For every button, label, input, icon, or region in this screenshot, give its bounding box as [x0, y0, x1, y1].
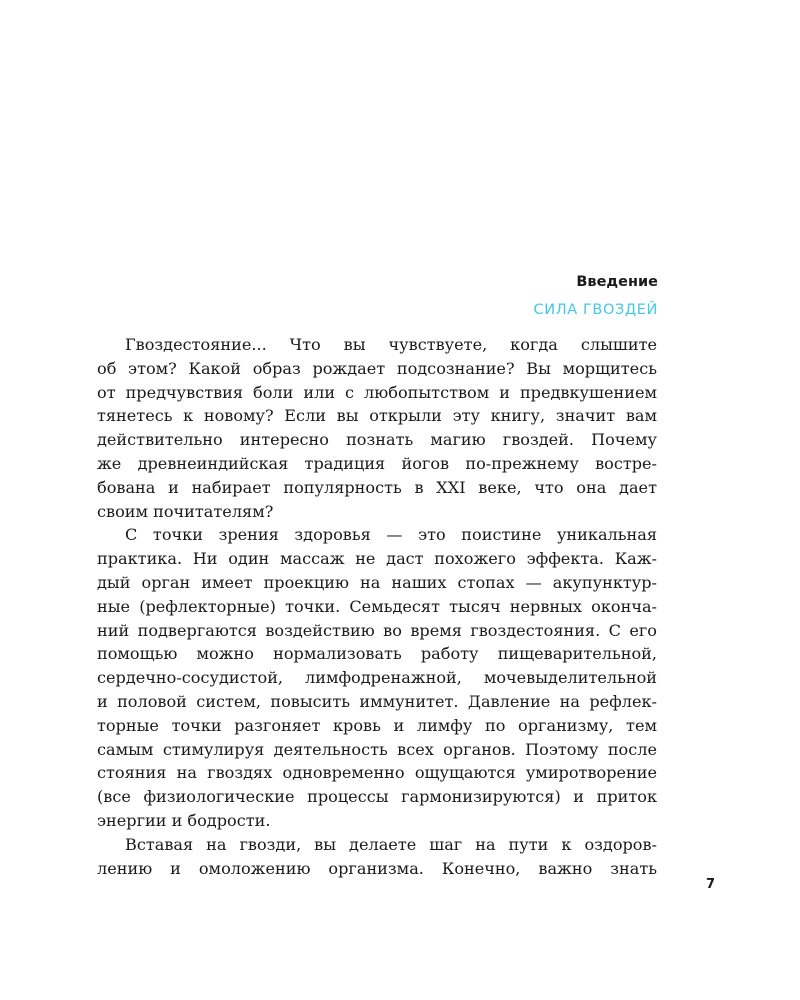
page-number: 7	[706, 877, 716, 892]
text-line: и половой систем, повысить иммунитет. Давление на рефлек-	[97, 691, 657, 711]
text-line: самым стимулируя деятельность всех органов. Поэтому после	[97, 739, 657, 759]
text-line: бована и набирает популярность в XXI веке, что она дает	[97, 477, 657, 497]
text-line: дый орган имеет проекцию на наших стопах — акупунктур-	[97, 572, 657, 592]
text-line: практика. Ни один массаж не даст похожего эффекта. Каж-	[97, 549, 657, 569]
text-line: своим почитателям?	[97, 501, 274, 521]
chapter-title: СИЛА ГВОЗДЕЙ	[533, 302, 658, 318]
text-line: сердечно-сосудистой, лимфодренажной, мочевыделительной	[97, 668, 657, 688]
text-line: (все физиологические процессы гармонизируются) и приток	[97, 787, 657, 807]
text-line: ные (рефлекторные) точки. Семьдесят тысяч нервных оконча-	[97, 596, 657, 616]
text-line: об этом? Какой образ рождает подсознание? Вы морщитесь	[97, 358, 657, 378]
body-text	[97, 333, 657, 880]
text-line: тянетесь к новому? Если вы открыли эту книгу, значит вам	[97, 406, 657, 426]
text-line: стояния на гвоздях одновременно ощущаются умиротворение	[97, 763, 657, 783]
text-line: же древнеиндийская традиция йогов по-прежнему востре-	[97, 453, 657, 473]
chapter-label: Введение	[576, 274, 658, 290]
text-line: энергии и бодрости.	[97, 810, 271, 830]
text-line: С точки зрения здоровья — это поистине уникальная	[125, 525, 657, 545]
text-line: от предчувствия боли или с любопытством и предвкушением	[97, 382, 657, 402]
text-line: Гвоздестояние... Что вы чувствуете, когда слышите	[125, 335, 657, 354]
text-line: помощью можно нормализовать работу пищеварительной,	[97, 644, 657, 664]
text-line: лению и омоложению организма. Конечно, важно знать	[97, 858, 657, 878]
text-line: ний подвергаются воздействию во время гвоздестояния. С его	[97, 620, 657, 640]
text-line: Вставая на гвозди, вы делаете шаг на пути к оздоров-	[125, 834, 657, 854]
text-line: торные точки разгоняет кровь и лимфу по организму, тем	[97, 715, 657, 735]
text-line: действительно интересно познать магию гвоздей. Почему	[97, 430, 657, 450]
